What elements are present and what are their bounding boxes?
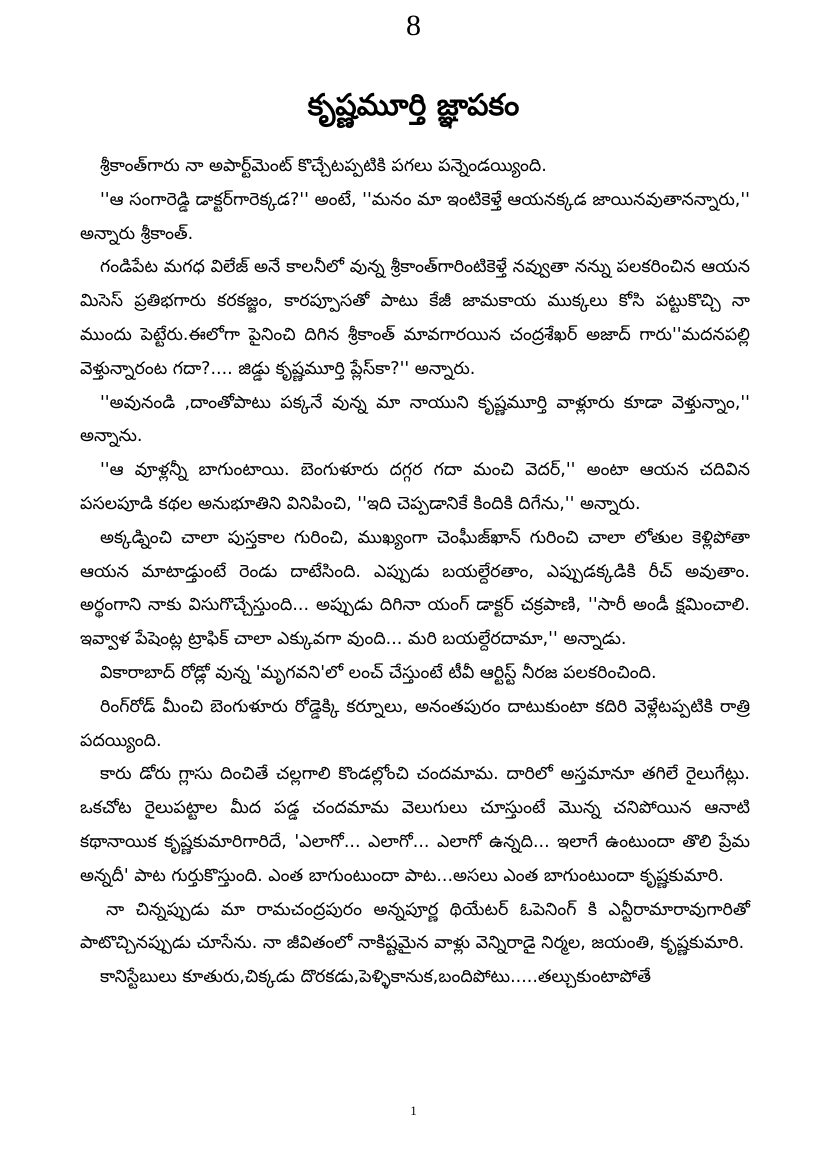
paragraph: కారు డోరు గ్లాసు దించితే చల్లగాలి కొండల్లోంచి చందమామ. దారిలో అస్తమానూ తగిలే రైలుగేట్లు. ఒకచోట రైలుపట్టాల మీద పడ్డ చందమామ వెలుగులు చూస్తుంటే మొన్న చనిపోయిన ఆనాటి కథానాయిక కృష్ణకుమారిగారిదే, 'ఎలాగో... ఎలాగో... ఎలాగో ఉన్నది... ఇలాగే ఉంటుందా తొలి ప్రేమ అన్నదీ' పాట గుర్తుకొస్తుంది. ఎంత బాగుంటుందా పాట...అసలు ఎంత బాగుంటుందా కృష్ణకుమారి. — [80, 764, 750, 886]
page-number: 8 — [406, 9, 421, 42]
footer-page-number: 1 — [410, 1103, 417, 1118]
paragraph: ''అవునండి ,దాంతోపాటు పక్కనే వున్న మా నాయుని కృష్ణమూర్తి వాళ్లూరు కూడా వెళ్తున్నాం,'' అన్నాను. — [80, 392, 750, 447]
paragraph: ''ఆ సంగారెడ్డి డాక్టర్‌గారెక్కడ?'' అంటే, ''మనం మా ఇంటికెళ్తే ఆయనక్కడ జాయినవుతానన్నారు,'' అన్నారు శ్రీకాంత్‌. — [80, 189, 750, 244]
story-body — [80, 150, 750, 995]
paragraph: రింగ్‌రోడ్‌ మీంచి బెంగుళూరు రోడ్డెక్కి కర్నూలు, అనంతపురం దాటుకుంటా కదిరి వెళ్లేటప్పటికి రాత్రి పదయ్యింది. — [80, 696, 750, 751]
paragraph: అక్కడ్నించి చాలా పుస్తకాల గురించి, ముఖ్యంగా చెంఘీజ్‌ఖాన్‌ గురించి చాలా లోతుల కెళ్లిపోతా ఆయన మాటాడ్తుంటే రెండు దాటేసింది. ఎప్పుడు బయల్దేరతాం, ఎప్పుడక్కడికి రీచ్‌ అవుతాం. అర్థంగాని నాకు విసుగొచ్చేస్తుంది... అప్పుడు దిగినా యంగ్‌ డాక్టర్‌ చక్రపాణి, ''సారీ అండీ క్షమించాలి. ఇవ్వాళ పేషెంట్ల ట్రాఫిక్‌ చాలా ఎక్కువగా వుంది... మరి బయల్దేరదామా,'' అన్నాడు. — [80, 527, 750, 650]
story-title: కృష్ణమూర్తి జ్ఞాపకం — [307, 88, 520, 123]
paragraph: గండిపేట మగధ విలేజ్‌ అనే కాలనీలో వున్న శ్రీకాంత్‌గారింటికెళ్తే నవ్వుతా నన్ను పలకరించిన ఆయన మిసెస్‌ ప్రతిభగారు కరకజ్జం, కారప్పూసతో పాటు కేజీ జామకాయ ముక్కలు కోసి పట్టుకొచ్చి నా ముందు పెట్టేరు.ఈలోగా పైనించి దిగిన శ్రీకాంత్‌ మావగారయిన చంద్రశేఖర్‌ అజాద్‌ గారు''మదనపల్లి వెళ్తున్నారంట గదా?.... జిడ్డు కృష్ణమూర్తి ప్లేస్‌కా?'' అన్నారు. — [80, 257, 750, 379]
paragraph: నా చిన్నప్పుడు మా రామచంద్రపురం అన్నపూర్ణ థియేటర్‌ ఓపెనింగ్‌ కి ఎన్టీరామారావుగారితో పాటొచ్చినప్పుడు చూసేను. నా జీవితంలో నాకిష్టమైన వాళ్లు వెన్నిరాడై నిర్మల, జయంతి, కృష్ణకుమారి. — [80, 899, 750, 954]
paragraph: ''ఆ వూళ్లన్నీ బాగుంటాయి. బెంగుళూరు దగ్గర గదా మంచి వెదర్‌,'' అంటా ఆయన చదివిన పసలపూడి కథల అనుభూతిని వినిపించి, ''ఇది చెప్పడానికే కిందికి దిగేను,'' అన్నారు. — [80, 460, 750, 514]
paragraph: శ్రీకాంత్‌గారు నా అపార్ట్‌మెంట్‌ కొచ్చేటప్పటికి పగలు పన్నెండయ్యింది. — [100, 156, 547, 176]
paragraph: కానిస్టేబులు కూతురు,చిక్కడు దొరకడు,పెళ్ళికానుక,బందిపోటు.....తల్చుకుంటాపోతే — [100, 967, 651, 988]
paragraph: వికారాబాద్‌ రోడ్లో వున్న 'మృగవని'లో లంచ్‌ చేస్తుంటే టీవీ ఆర్టిస్ట్‌ నీరజ పలకరించింది. — [100, 662, 657, 683]
